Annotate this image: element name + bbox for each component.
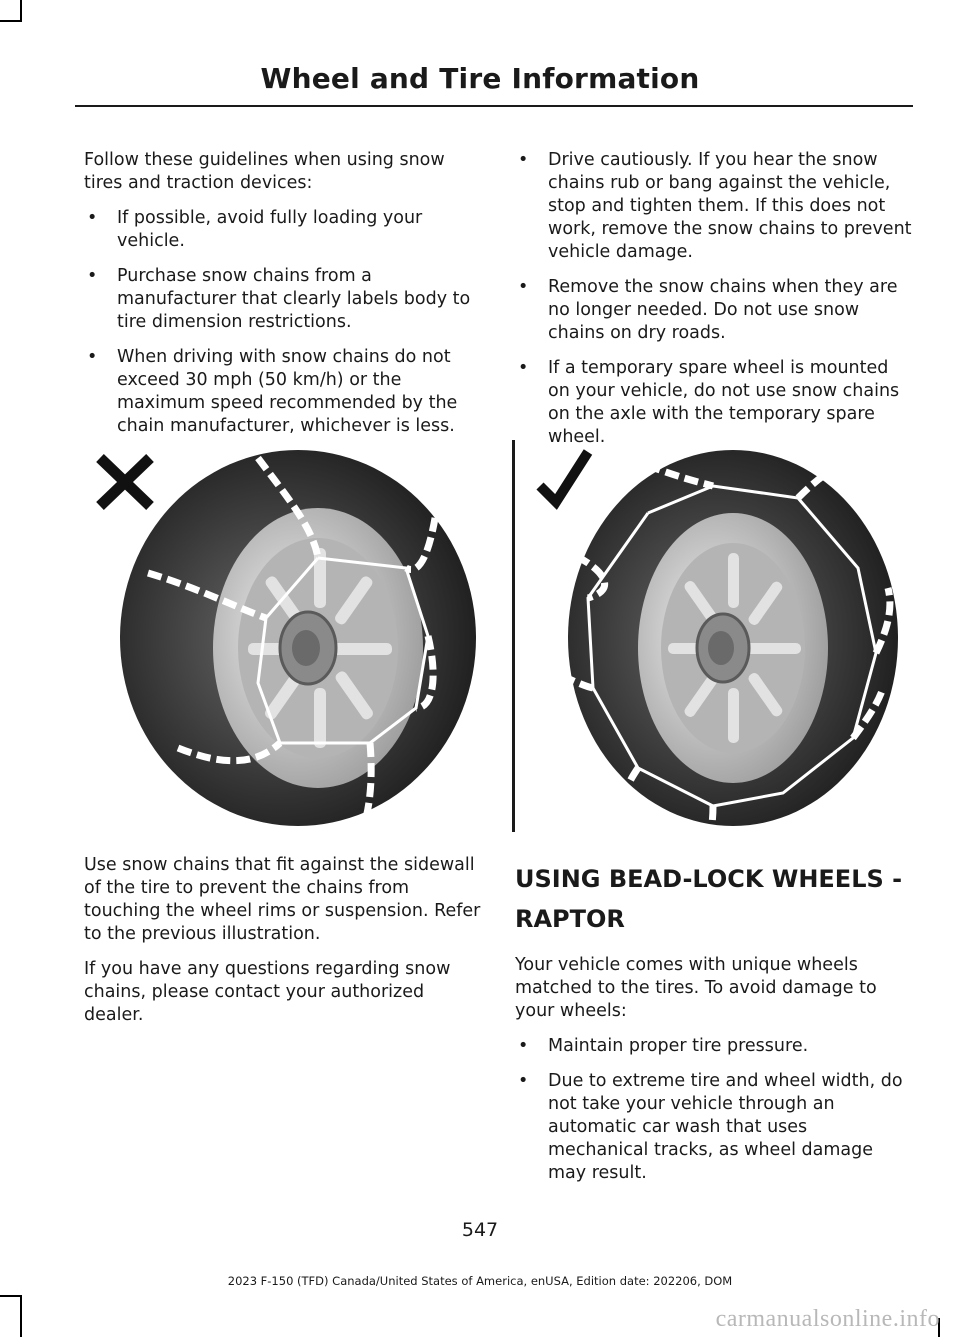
list-item: • Drive cautiously. If you hear the snow chains rub or bang against the vehicle, stop and tighten them. If this does not work, remove the snow chains to prevent vehicle damage. — [518, 150, 912, 262]
cross-icon — [100, 458, 150, 506]
header-rule — [75, 105, 913, 107]
bullet: • — [518, 150, 529, 170]
wheel-hub-cap — [292, 630, 320, 666]
crop-mark — [20, 0, 22, 22]
list-item: • Maintain proper tire pressure. — [518, 1036, 809, 1056]
guideline-list — [84, 207, 482, 438]
crop-mark — [0, 20, 22, 22]
bullet: • — [518, 358, 529, 378]
list-item: • Remove the snow chains when they are no longer needed. Do not use snow chains on dry roads. — [518, 277, 898, 343]
crop-mark — [20, 1295, 22, 1337]
left-column-top — [84, 149, 482, 450]
bullet: • — [87, 208, 98, 228]
bullet: • — [518, 277, 529, 297]
page-title: Wheel and Tire Information — [260, 62, 700, 95]
chain-fit-paragraph: Use snow chains that fit against the sidewall of the tire to prevent the chains from touching the wheel rims or suspension. Refer to the previous illustration. — [84, 855, 481, 944]
wheel-hub-cap — [708, 631, 734, 665]
incorrect-chain-illustration — [88, 438, 488, 833]
right-column-bottom — [515, 859, 913, 1197]
intro-text: Follow these guidelines when using snow tires and traction devices: — [84, 150, 445, 193]
correct-chain-illustration — [528, 438, 898, 833]
bullet: • — [87, 347, 98, 367]
page-number: 547 — [461, 1219, 499, 1241]
list-item: • When driving with snow chains do not exceed 30 mph (50 km/h) or the maximum speed recommended by the chain manufacturer, whichever is less. — [87, 347, 458, 436]
intro-text: Your vehicle comes with unique wheels matched to the tires. To avoid damage to your wheels: — [515, 955, 877, 1021]
section-heading: USING BEAD-LOCK WHEELS - RAPTOR — [515, 865, 903, 933]
watermark: carmanualsonline.info — [715, 1306, 940, 1332]
edition-footer: 2023 F-150 (TFD) Canada/United States of America, enUSA, Edition date: 202206, DOM — [227, 1274, 733, 1288]
bullet: • — [518, 1036, 529, 1056]
dealer-paragraph: If you have any questions regarding snow chains, please contact your authorized dealer. — [84, 959, 451, 1025]
checkmark-icon — [540, 452, 588, 502]
left-column-bottom — [84, 854, 482, 1039]
bead-lock-list — [515, 1035, 913, 1185]
list-item: • Purchase snow chains from a manufacturer that clearly labels body to tire dimension restrictions. — [87, 266, 471, 332]
bullet: • — [518, 1071, 529, 1091]
list-item: • If a temporary spare wheel is mounted on your vehicle, do not use snow chains on the axle with the temporary spare wheel. — [518, 358, 900, 447]
bullet: • — [87, 266, 98, 286]
illustration-divider — [512, 440, 515, 832]
list-item: • If possible, avoid fully loading your vehicle. — [87, 208, 423, 251]
right-column-top — [515, 149, 913, 461]
list-item: • Due to extreme tire and wheel width, do not take your vehicle through an automatic car wash that uses mechanical tracks, as wheel damage may result. — [518, 1071, 903, 1183]
crop-mark — [0, 1295, 22, 1297]
guideline-list — [515, 149, 913, 449]
